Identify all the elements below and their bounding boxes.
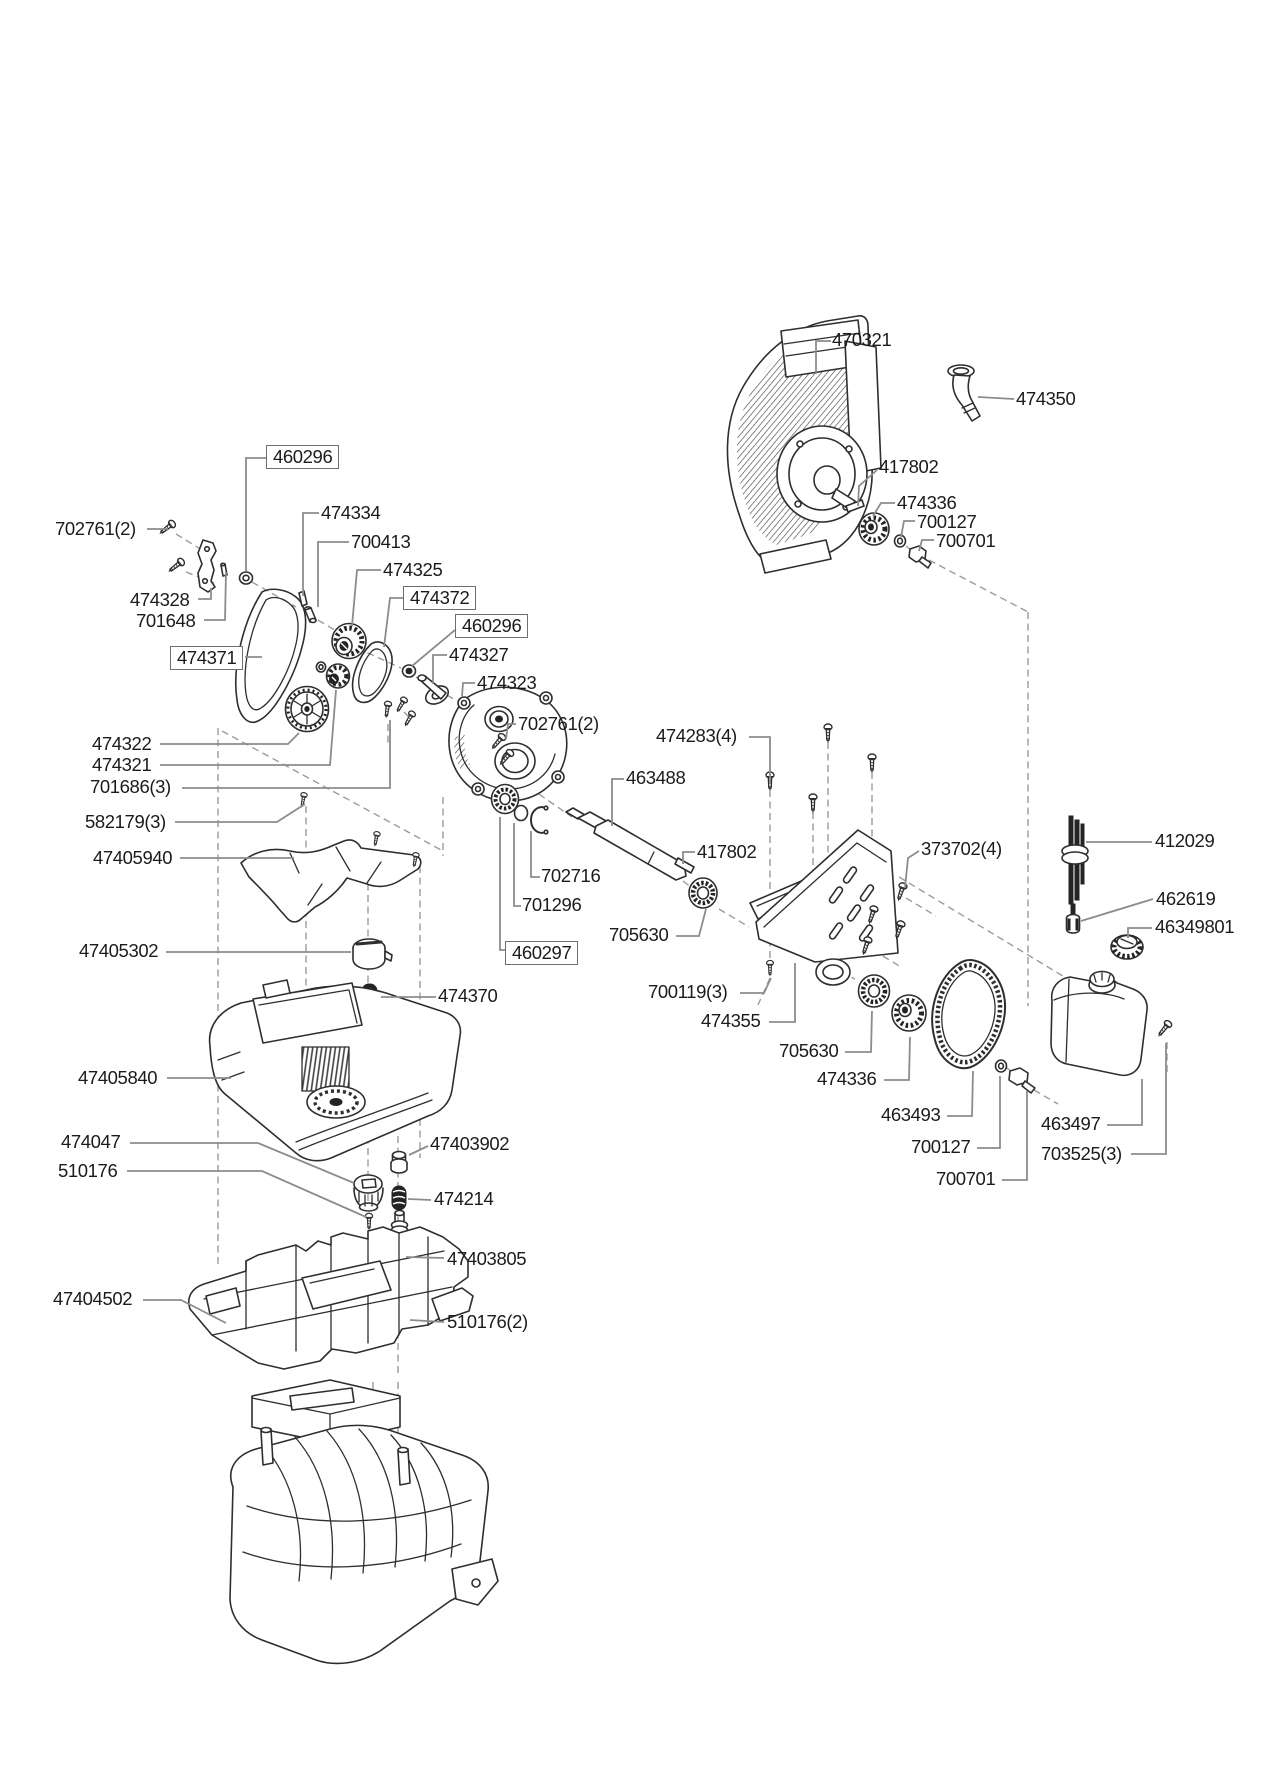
part-label-703525(3): 703525(3) [1041, 1143, 1122, 1164]
part-label-474325: 474325 [383, 559, 443, 580]
part-label-700119(3): 700119(3) [648, 981, 728, 1002]
part-label-700127: 700127 [911, 1136, 971, 1157]
part-label-474336: 474336 [817, 1068, 877, 1089]
part-label-702761(2): 702761(2) [518, 713, 599, 734]
part-label-474355: 474355 [701, 1010, 761, 1031]
part-label-470321: 470321 [832, 329, 892, 350]
part-label-460297: 460297 [505, 941, 578, 965]
part-label-47403902: 47403902 [430, 1133, 510, 1154]
part-label-462619: 462619 [1156, 888, 1216, 909]
part-label-474370: 474370 [438, 985, 498, 1006]
part-label-474334: 474334 [321, 502, 381, 523]
part-label-463493: 463493 [881, 1104, 941, 1125]
part-label-700701: 700701 [936, 1168, 996, 1189]
part-label-474322: 474322 [92, 733, 152, 754]
part-label-463488: 463488 [626, 767, 686, 788]
part-label-474047: 474047 [61, 1131, 121, 1152]
part-label-701648: 701648 [136, 610, 196, 631]
part-label-474328: 474328 [130, 589, 190, 610]
part-label-474327: 474327 [449, 644, 509, 665]
part-label-474371: 474371 [170, 646, 243, 670]
part-label-474372: 474372 [403, 586, 476, 610]
part-label-701686(3): 701686(3) [90, 776, 171, 797]
part-label-702761(2): 702761(2) [55, 518, 136, 539]
part-label-474214: 474214 [434, 1188, 494, 1209]
part-label-705630: 705630 [609, 924, 669, 945]
part-label-46349801: 46349801 [1155, 916, 1235, 937]
part-label-701296: 701296 [522, 894, 582, 915]
part-label-510176: 510176 [58, 1160, 118, 1181]
part-label-702716: 702716 [541, 865, 601, 886]
part-label-700701: 700701 [936, 530, 996, 551]
part-label-700127: 700127 [917, 511, 977, 532]
part-label-47405940: 47405940 [93, 847, 173, 868]
part-label-417802: 417802 [879, 456, 939, 477]
part-label-474321: 474321 [92, 754, 152, 775]
part-label-474336: 474336 [897, 492, 957, 513]
part-label-47403805: 47403805 [447, 1248, 527, 1269]
part-label-474323: 474323 [477, 672, 537, 693]
part-label-47404502: 47404502 [53, 1288, 133, 1309]
part-label-510176(2): 510176(2) [447, 1311, 528, 1332]
part-label-47405302: 47405302 [79, 940, 159, 961]
part-label-705630: 705630 [779, 1040, 839, 1061]
part-label-463497: 463497 [1041, 1113, 1101, 1134]
part-label-47405840: 47405840 [78, 1067, 158, 1088]
part-label-373702(4): 373702(4) [921, 838, 1002, 859]
part-label-460296: 460296 [455, 614, 528, 638]
part-label-582179(3): 582179(3) [85, 811, 166, 832]
part-label-417802: 417802 [697, 841, 757, 862]
part-label-474283(4): 474283(4) [656, 725, 737, 746]
part-label-460296: 460296 [266, 445, 339, 469]
part-label-412029: 412029 [1155, 830, 1215, 851]
part-label-474350: 474350 [1016, 388, 1076, 409]
part-label-700413: 700413 [351, 531, 411, 552]
